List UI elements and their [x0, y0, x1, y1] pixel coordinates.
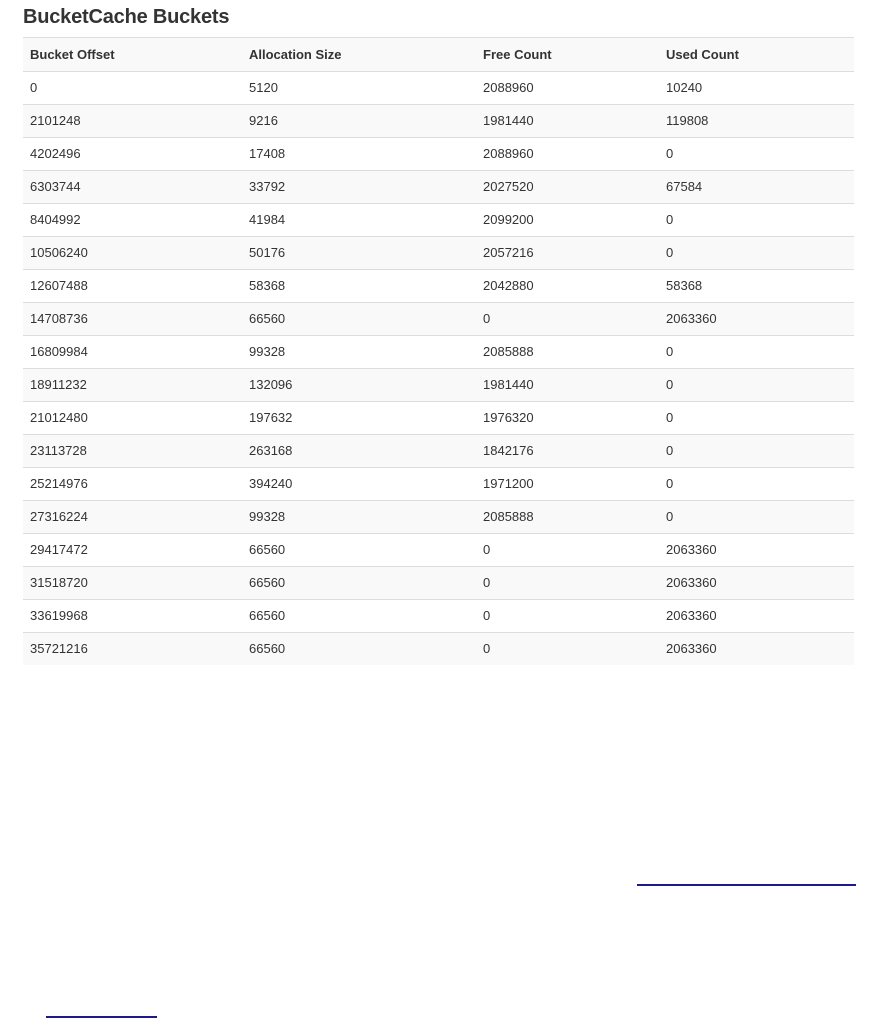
cell-allocation-size: 132096	[242, 369, 476, 402]
cell-free-count: 0	[476, 303, 659, 336]
table-row	[23, 501, 854, 534]
cell-allocation-size: 66560	[242, 600, 476, 633]
cell-allocation-size: 17408	[242, 138, 476, 171]
cell-allocation-size: 66560	[242, 567, 476, 600]
cell-allocation-size: 50176	[242, 237, 476, 270]
table-row	[23, 303, 854, 336]
table-row	[23, 633, 854, 666]
cell-used-count: 0	[659, 501, 854, 534]
cell-free-count: 0	[476, 600, 659, 633]
cell-bucket-offset: 12607488	[23, 270, 242, 303]
cell-bucket-offset: 14708736	[23, 303, 242, 336]
header-bucket-offset: Bucket Offset	[23, 38, 242, 72]
table-row	[23, 336, 854, 369]
header-row	[23, 38, 854, 72]
cell-used-count: 0	[659, 336, 854, 369]
table-row	[23, 171, 854, 204]
cell-bucket-offset: 18911232	[23, 369, 242, 402]
cell-free-count: 2027520	[476, 171, 659, 204]
footer-link-left[interactable]	[46, 1016, 157, 1018]
cell-allocation-size: 58368	[242, 270, 476, 303]
cell-allocation-size: 99328	[242, 336, 476, 369]
cell-allocation-size: 66560	[242, 534, 476, 567]
cell-free-count: 0	[476, 534, 659, 567]
cell-free-count: 1842176	[476, 435, 659, 468]
cell-bucket-offset: 4202496	[23, 138, 242, 171]
cell-allocation-size: 66560	[242, 303, 476, 336]
cell-used-count: 10240	[659, 72, 854, 105]
table-row	[23, 567, 854, 600]
table-row	[23, 270, 854, 303]
cell-used-count: 0	[659, 138, 854, 171]
footer-link-right[interactable]	[637, 884, 856, 886]
cell-free-count: 0	[476, 567, 659, 600]
table-row	[23, 534, 854, 567]
cell-free-count: 0	[476, 633, 659, 666]
table-row	[23, 402, 854, 435]
bucket-table	[23, 37, 854, 665]
cell-used-count: 0	[659, 468, 854, 501]
cell-allocation-size: 66560	[242, 633, 476, 666]
cell-used-count: 67584	[659, 171, 854, 204]
cell-allocation-size: 99328	[242, 501, 476, 534]
cell-used-count: 2063360	[659, 600, 854, 633]
cell-bucket-offset: 29417472	[23, 534, 242, 567]
cell-free-count: 2042880	[476, 270, 659, 303]
header-free-count: Free Count	[476, 38, 659, 72]
table-body	[23, 72, 854, 666]
cell-free-count: 2085888	[476, 336, 659, 369]
cell-allocation-size: 263168	[242, 435, 476, 468]
cell-bucket-offset: 16809984	[23, 336, 242, 369]
cell-free-count: 1971200	[476, 468, 659, 501]
cell-used-count: 0	[659, 435, 854, 468]
cell-allocation-size: 197632	[242, 402, 476, 435]
cell-used-count: 2063360	[659, 303, 854, 336]
cell-free-count: 1976320	[476, 402, 659, 435]
cell-bucket-offset: 35721216	[23, 633, 242, 666]
cell-bucket-offset: 31518720	[23, 567, 242, 600]
cell-used-count: 0	[659, 402, 854, 435]
cell-bucket-offset: 0	[23, 72, 242, 105]
cell-allocation-size: 394240	[242, 468, 476, 501]
table-row	[23, 72, 854, 105]
cell-used-count: 0	[659, 237, 854, 270]
cell-bucket-offset: 8404992	[23, 204, 242, 237]
cell-used-count: 119808	[659, 105, 854, 138]
cell-allocation-size: 5120	[242, 72, 476, 105]
cell-free-count: 2057216	[476, 237, 659, 270]
table-row	[23, 600, 854, 633]
page-title: BucketCache Buckets	[23, 6, 230, 28]
cell-used-count: 58368	[659, 270, 854, 303]
cell-free-count: 1981440	[476, 105, 659, 138]
cell-allocation-size: 9216	[242, 105, 476, 138]
cell-allocation-size: 33792	[242, 171, 476, 204]
table-row	[23, 435, 854, 468]
cell-free-count: 1981440	[476, 369, 659, 402]
cell-free-count: 2088960	[476, 72, 659, 105]
cell-allocation-size: 41984	[242, 204, 476, 237]
cell-bucket-offset: 21012480	[23, 402, 242, 435]
cell-bucket-offset: 23113728	[23, 435, 242, 468]
table-row	[23, 138, 854, 171]
header-allocation-size: Allocation Size	[242, 38, 476, 72]
cell-bucket-offset: 6303744	[23, 171, 242, 204]
cell-free-count: 2088960	[476, 138, 659, 171]
cell-bucket-offset: 10506240	[23, 237, 242, 270]
cell-bucket-offset: 33619968	[23, 600, 242, 633]
cell-used-count: 0	[659, 369, 854, 402]
header-used-count: Used Count	[659, 38, 854, 72]
table-row	[23, 237, 854, 270]
table-row	[23, 369, 854, 402]
table-row	[23, 204, 854, 237]
cell-bucket-offset: 27316224	[23, 501, 242, 534]
cell-free-count: 2099200	[476, 204, 659, 237]
table-header	[23, 38, 854, 72]
cell-bucket-offset: 25214976	[23, 468, 242, 501]
cell-used-count: 2063360	[659, 534, 854, 567]
table-row	[23, 105, 854, 138]
table-row	[23, 468, 854, 501]
cell-bucket-offset: 2101248	[23, 105, 242, 138]
cell-free-count: 2085888	[476, 501, 659, 534]
cell-used-count: 2063360	[659, 567, 854, 600]
cell-used-count: 2063360	[659, 633, 854, 666]
cell-used-count: 0	[659, 204, 854, 237]
